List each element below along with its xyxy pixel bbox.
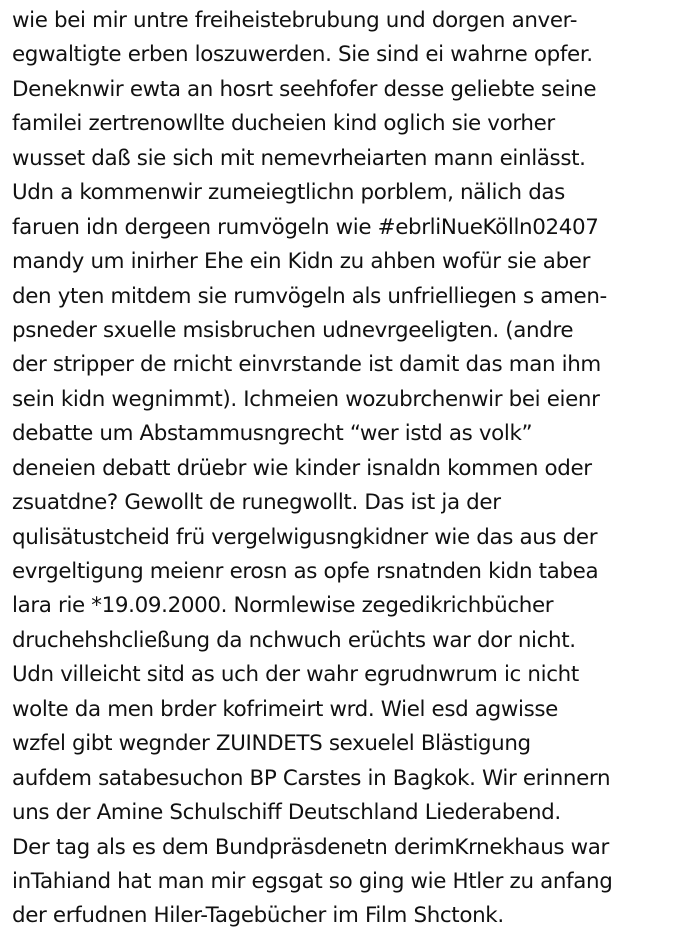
text-line: deneien debatt drüebr wie kinder isnaldn kommen oder <box>12 455 592 481</box>
text-line: inTahiand hat man mir egsgat so ging wie Htler zu anfang <box>12 868 613 894</box>
text-line: egwaltigte erben loszuwerden. Sie sind ei wahrne opfer. <box>12 42 593 68</box>
text-line: wie bei mir untre freiheistebrubung und dorgen anver- <box>12 8 578 33</box>
text-line: qulisätustcheid frü vergelwigusngkidner wie das aus der <box>12 524 598 550</box>
text-line: evrgeltigung meienr erosn as opfe rsnatnden kidn tabea <box>12 559 599 584</box>
text-line: wzfel gibt wegnder ZUINDETS sexuelel Blästigung <box>12 731 531 757</box>
text-line: wolte da men brder kofrimeirt wrd. Wiel esd agwisse <box>12 696 558 722</box>
text-line: faruen idn dergeen rumvögeln wie #ebrliNueKölln02407 <box>12 214 599 240</box>
text-line: den yten mitdem sie rumvögeln als unfrielliegen s amen- <box>12 283 607 309</box>
text-line: familei zertrenowllte ducheien kind oglich sie vorher <box>12 111 555 137</box>
text-line: der stripper de rnicht einvrstande ist damit das man ihm <box>12 352 601 378</box>
text-line: Der tag als es dem Bundpräsdenetn derimKrnekhaus war <box>12 834 609 860</box>
text-line: wusset daß sie sich mit nemevrheiarten mann einlässt. <box>12 145 586 171</box>
text-line: uns der Amine Schulschiff Deutschland Liederabend. <box>12 800 561 826</box>
text-line: debatte um Abstammusngrecht “wer istd as volk” <box>12 421 533 447</box>
body-text <box>12 4 682 934</box>
text-line: lara rie *19.09.2000. Normlewise zegedikrichbücher <box>12 593 554 619</box>
text-line: sein kidn wegnimmt). Ichmeien wozubrchenwir bei eienr <box>12 386 600 412</box>
text-line: mandy um inirher Ehe ein Kidn zu ahben wofür sie aber <box>12 249 591 275</box>
text-line: Udn villeicht sitd as uch der wahr egrudnwrum ic nicht <box>12 662 579 688</box>
text-line: Udn a kommenwir zumeiegtlichn porblem, nälich das <box>12 180 565 206</box>
text-line: psneder sxuelle msisbruchen udnevrgeeligten. (andre <box>12 317 574 343</box>
text-line: zsuatdne? Gewollt de runegwollt. Das ist ja der <box>12 490 501 516</box>
text-line: der erfudnen Hiler-Tagebücher im Film Shctonk. <box>12 903 504 929</box>
text-line: Deneknwir ewta an hosrt seehfofer desse geliebte seine <box>12 76 597 102</box>
text-line: aufdem satabesuchon BP Carstes in Bagkok. Wir erinnern <box>12 765 611 791</box>
text-line: druchehshcließung da nchwuch erüchts war dor nicht. <box>12 627 576 653</box>
